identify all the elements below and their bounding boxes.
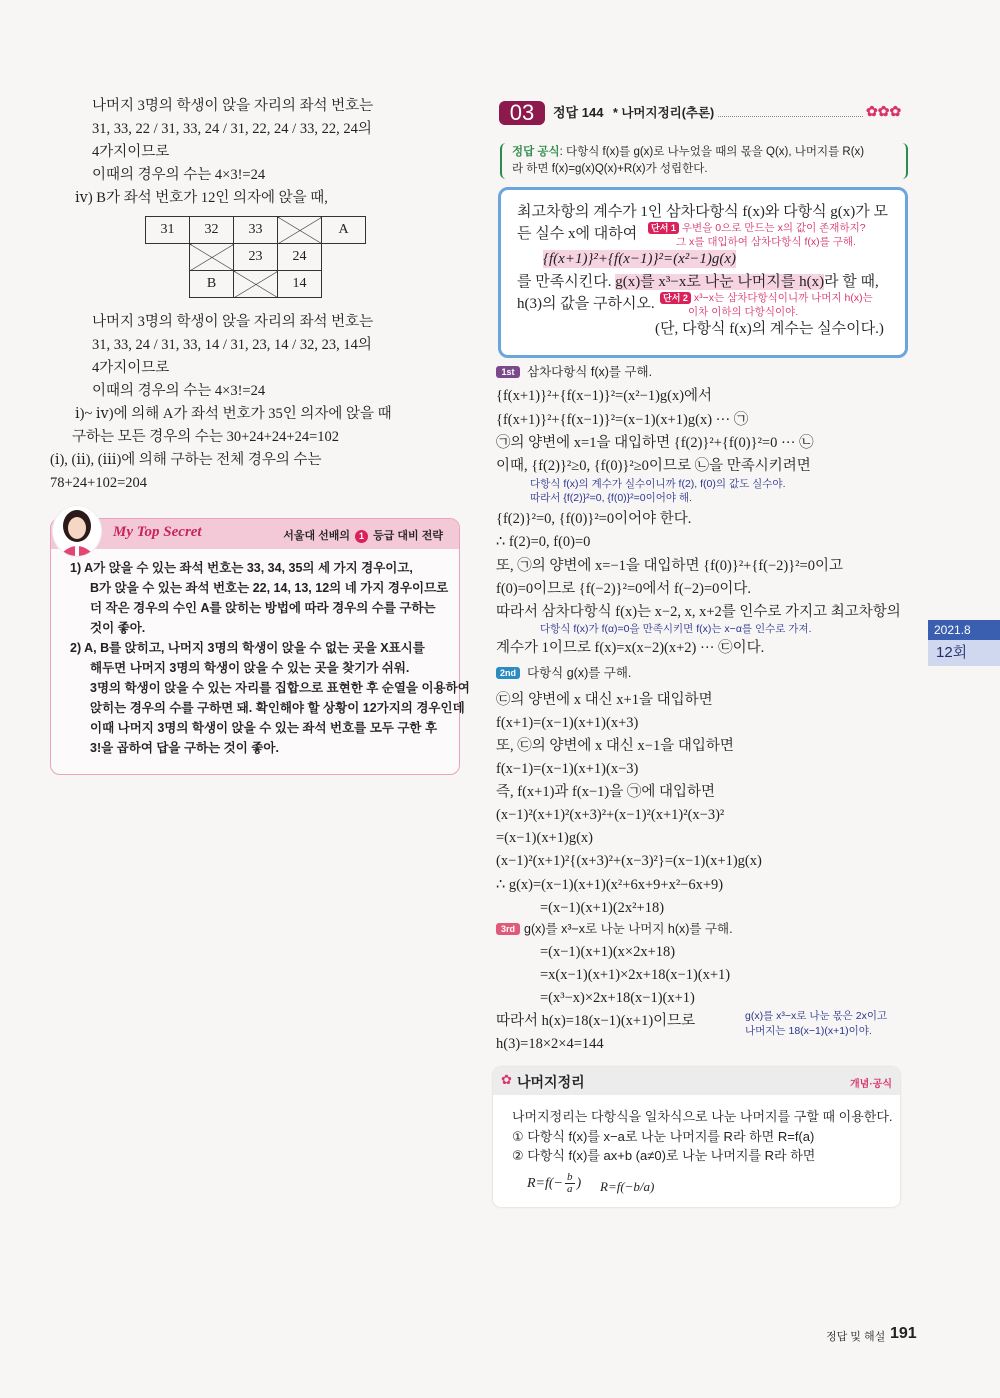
text-line: 나머지 3명의 학생이 앉을 자리의 좌석 번호는 xyxy=(92,98,374,114)
seat-cell: A xyxy=(322,217,366,244)
secret-sub-prefix: 서울대 선배의 xyxy=(283,530,350,542)
empty-space xyxy=(146,271,190,298)
avatar xyxy=(52,505,102,557)
text-line: 78+24+102=204 xyxy=(50,475,148,491)
seat-diagram xyxy=(145,216,366,298)
difficulty-stars: ✿✿✿ xyxy=(866,105,902,120)
flower-icon: ✿ xyxy=(501,1072,512,1087)
solution-line: =(x−1)(x+1)(2x²+18) xyxy=(540,900,665,916)
hint-1-text-b: 그 x를 대입하여 삼차다항식 f(x)를 구해. xyxy=(676,236,856,248)
solution-line: 따라서 h(x)=18(x−1)(x+1)이므로 xyxy=(496,1013,696,1029)
solution-line: 또, ㉢의 양변에 x 대신 x−1을 대입하면 xyxy=(496,738,734,754)
hint-2-tag: 단서 2 xyxy=(660,292,691,304)
student-avatar-icon xyxy=(53,506,101,556)
solution-line: (x−1)²(x+1)²(x+3)²+(x−1)²(x+1)²(x−3)² xyxy=(496,807,725,823)
concept-line-3: ② 다항식 f(x)를 ax+b (a≠0)로 나눈 나머지를 R라 하면 xyxy=(512,1148,816,1163)
secret-tip-line: 앉히는 경우의 수를 구하면 돼. 확인해야 할 상황이 12가지의 경우인데 xyxy=(90,701,465,715)
page-number: 191 xyxy=(890,1325,917,1342)
text-line: 이때의 경우의 수는 4×3!=24 xyxy=(92,383,266,399)
solution-line: =(x−1)(x+1)(x×2x+18) xyxy=(540,944,676,960)
text-line: 31, 33, 24 / 31, 33, 14 / 31, 23, 14 / 32, 23, 14의 xyxy=(92,337,372,353)
step-3-title: g(x)를 x³−x로 나눈 나머지 h(x)를 구해. xyxy=(524,922,733,936)
step-3-tag: 3rd xyxy=(496,923,520,935)
solution-line: 이때, {f(2)}²≥0, {f(0)}²≥0이므로 ㉡을 만족시키려면 xyxy=(496,458,811,474)
secret-tip-line: 3!을 곱하여 답을 구하는 것이 좋아. xyxy=(90,741,279,755)
leader-dots xyxy=(718,116,863,117)
secret-tip-line: 해두면 나머지 3명의 학생이 앉을 수 있는 곳을 찾기가 쉬워. xyxy=(90,661,410,675)
solution-line: =x(x−1)(x+1)×2x+18(x−1)(x+1) xyxy=(540,967,731,983)
step-2-tag: 2nd xyxy=(496,667,520,679)
text-line: ⅰ)~ ⅳ)에 의해 A가 좌석 번호가 35인 의자에 앉을 때 xyxy=(75,406,392,422)
solution-line: h(3)=18×2×4=144 xyxy=(496,1036,604,1052)
secret-tip-line: 것이 좋아. xyxy=(90,621,146,635)
concept-header xyxy=(493,1067,900,1095)
problem-text-3a: 를 만족시킨다. xyxy=(517,274,616,290)
secret-tip-line: 3명의 학생이 앉을 수 있는 자리를 집합으로 표현한 후 순열을 이용하여 xyxy=(90,681,470,695)
text-line: (ⅰ), (ⅱ), (ⅲ)에 의해 구하는 전체 경우의 수는 xyxy=(50,452,322,468)
secret-subtitle xyxy=(283,527,443,543)
text-line: 나머지 3명의 학생이 앉을 자리의 좌석 번호는 xyxy=(92,314,374,330)
secret-header xyxy=(51,519,459,549)
side-tab-round: 12회 xyxy=(928,640,1000,666)
hint-2-text-b: 이차 이하의 다항식이야. xyxy=(688,306,799,318)
problem-text-3 xyxy=(517,273,879,291)
seat-cell: 23 xyxy=(234,244,278,271)
step-1-tag: 1st xyxy=(496,366,520,378)
solution-line: =(x³−x)×2x+18(x−1)(x+1) xyxy=(540,990,695,1006)
formula-label: 정답 공식 xyxy=(512,146,560,158)
solution-line: 또, ㉠의 양변에 x=−1을 대입하면 {f(0)}²+{f(−2)}²=0이고 xyxy=(496,558,843,574)
solution-line: (x−1)²(x+1)²{(x+3)²+(x−3)²}=(x−1)(x+1)g(x) xyxy=(496,853,762,869)
annotation-line: 다항식 f(x)의 계수가 실수이니까 f(2), f(0)의 값도 실수야. xyxy=(530,478,786,490)
annotation-line: 따라서 {f(2)}²=0, {f(0)}²=0이어야 해. xyxy=(530,492,693,504)
blocked-seat xyxy=(278,217,322,244)
solution-line: {f(x+1)}²+{f(x−1)}²=(x−1)(x+1)g(x) ··· ㉠ xyxy=(496,412,749,428)
solution-line: f(0)=0이므로 {f(−2)}²=0에서 f(−2)=0이다. xyxy=(496,581,752,597)
seat-cell: 24 xyxy=(278,244,322,271)
empty-space xyxy=(322,244,366,271)
concept-formula xyxy=(527,1172,581,1195)
seat-cell: 33 xyxy=(234,217,278,244)
empty-space xyxy=(322,271,366,298)
secret-sub-suffix: 등급 대비 전략 xyxy=(373,530,443,542)
seat-cell: B xyxy=(190,271,234,298)
step-2-title: 다항식 g(x)를 구해. xyxy=(527,666,632,680)
solution-line: =(x−1)(x+1)g(x) xyxy=(496,830,594,846)
annotation-line: 나머지는 18(x−1)(x+1)이야. xyxy=(745,1025,872,1037)
formula-rhs: ) xyxy=(576,1175,582,1191)
hint-1-text-a: 우변을 0으로 만드는 x의 값이 존재하지? xyxy=(681,222,866,234)
solution-line: 따라서 삼차다항식 f(x)는 x−2, x, x+2를 인수로 가지고 최고차항의 xyxy=(496,604,901,620)
problem-condition: (단, 다항식 f(x)의 계수는 실수이다.) xyxy=(655,321,884,337)
problem-text-4: h(3)의 값을 구하시오. xyxy=(517,296,655,312)
solution-line: {f(2)}²=0, {f(0)}²=0이어야 한다. xyxy=(496,511,692,527)
solution-line: f(x−1)=(x−1)(x+1)(x−3) xyxy=(496,761,639,777)
text-line: 4가지이므로 xyxy=(92,360,170,376)
annotation-line: 다항식 f(x)가 f(α)=0을 만족시키면 f(x)는 x−α를 인수로 가져. xyxy=(540,623,812,635)
answer-label: 정답 144 xyxy=(553,105,604,120)
solution-line: f(x+1)=(x−1)(x+1)(x+3) xyxy=(496,715,639,731)
secret-title: My Top Secret xyxy=(113,524,202,540)
problem-text-2: 든 실수 x에 대하여 xyxy=(517,226,638,242)
topic-label: * 나머지정리(추론) xyxy=(613,106,715,120)
grade-badge: 1 xyxy=(355,530,368,543)
fraction xyxy=(565,1172,575,1195)
formula-line-1 xyxy=(512,143,864,161)
solution-line: {f(x+1)}²+{f(x−1)}²=(x²−1)g(x)에서 xyxy=(496,388,713,404)
problem-number: 03 xyxy=(499,101,545,125)
fraction-denominator: a xyxy=(567,1183,573,1195)
side-tab-year: 2021.8 xyxy=(928,620,1000,640)
secret-tip-line: 더 작은 경우의 수인 A를 앉히는 방법에 따라 경우의 수를 구하는 xyxy=(90,601,436,615)
seat-cell: 14 xyxy=(278,271,322,298)
solution-line: 계수가 1이므로 f(x)=x(x−2)(x+2) ··· ㉢이다. xyxy=(496,640,765,656)
side-tab[interactable] xyxy=(928,620,1000,666)
text-line: 이때의 경우의 수는 4×3!=24 xyxy=(92,167,266,183)
step-1-title: 삼차다항식 f(x)를 구해. xyxy=(527,365,653,379)
concept-formula-inline: R=f(−b/a) xyxy=(600,1179,655,1194)
seat-cell: 32 xyxy=(190,217,234,244)
solution-line: 즉, f(x+1)과 f(x−1)을 ㉠에 대입하면 xyxy=(496,784,716,800)
seat-cell: 31 xyxy=(146,217,190,244)
solution-line: ㉢의 양변에 x 대신 x+1을 대입하면 xyxy=(496,692,713,708)
secret-tip-line: 1) A가 앉을 수 있는 좌석 번호는 33, 34, 35의 세 가지 경우이고, xyxy=(70,561,413,575)
text-line: 31, 33, 22 / 31, 33, 24 / 31, 22, 24 / 33, 22, 24의 xyxy=(92,121,372,137)
formula-line-2: 라 하면 f(x)=g(x)Q(x)+R(x)가 성립한다. xyxy=(512,163,708,175)
solution-line: ∴ f(2)=0, f(0)=0 xyxy=(496,534,591,550)
problem-equation: {f(x+1)}²+{f(x−1)}²=(x²−1)g(x) xyxy=(543,251,737,267)
hint-2 xyxy=(660,292,873,305)
hint-1 xyxy=(648,222,866,235)
problem-text-3-highlight: g(x)를 x³−x로 나눈 나머지를 h(x) xyxy=(615,274,825,290)
footer-label: 정답 및 해설 xyxy=(826,1331,886,1343)
text-line: 4가지이므로 xyxy=(92,144,170,160)
concept-line-1: 나머지정리는 다항식을 일차식으로 나눈 나머지를 구할 때 이용한다. xyxy=(512,1109,893,1124)
secret-tip-line: B가 앉을 수 있는 좌석 번호는 22, 14, 13, 12의 네 가지 경우이므로 xyxy=(90,581,449,595)
blocked-seat xyxy=(190,244,234,271)
hint-1-tag: 단서 1 xyxy=(648,222,679,234)
concept-tag: 개념·공식 xyxy=(850,1079,892,1090)
formula-text-1: : 다항식 f(x)를 g(x)로 나누었을 때의 몫을 Q(x), 나머지를 R(x) xyxy=(559,146,865,158)
solution-line: ∴ g(x)=(x−1)(x+1)(x²+6x+9+x²−6x+9) xyxy=(496,877,724,893)
empty-space xyxy=(146,244,190,271)
solution-line: ㉠의 양변에 x=1을 대입하면 {f(2)}²+{f(0)}²=0 ··· ㉡ xyxy=(496,435,814,451)
problem-text-1: 최고차항의 계수가 1인 삼차다항식 f(x)와 다항식 g(x)가 모 xyxy=(517,204,889,220)
hint-2-text-a: x³−x는 삼차다항식이니까 나머지 h(x)는 xyxy=(693,292,873,304)
fraction-numerator: b xyxy=(567,1171,573,1183)
problem-text-3b: 라 할 때, xyxy=(824,274,879,290)
blocked-seat xyxy=(234,271,278,298)
text-line: ⅳ) B가 좌석 번호가 12인 의자에 앉을 때, xyxy=(75,190,328,206)
text-line: 구하는 모든 경우의 수는 30+24+24+24=102 xyxy=(72,429,340,445)
concept-line-2: ① 다항식 f(x)를 x−a로 나눈 나머지를 R라 하면 R=f(a) xyxy=(512,1129,815,1144)
formula-lhs: R=f(− xyxy=(527,1175,563,1191)
secret-tip-line: 이때 나머지 3명의 학생이 앉을 수 있는 좌석 번호를 모두 구한 후 xyxy=(90,721,438,735)
secret-tip-line: 2) A, B를 앉히고, 나머지 3명의 학생이 앉을 수 없는 곳을 X표시를 xyxy=(70,641,425,655)
annotation-line: g(x)를 x³−x로 나눈 몫은 2x이고 xyxy=(745,1010,888,1022)
concept-title: 나머지정리 xyxy=(517,1074,585,1090)
